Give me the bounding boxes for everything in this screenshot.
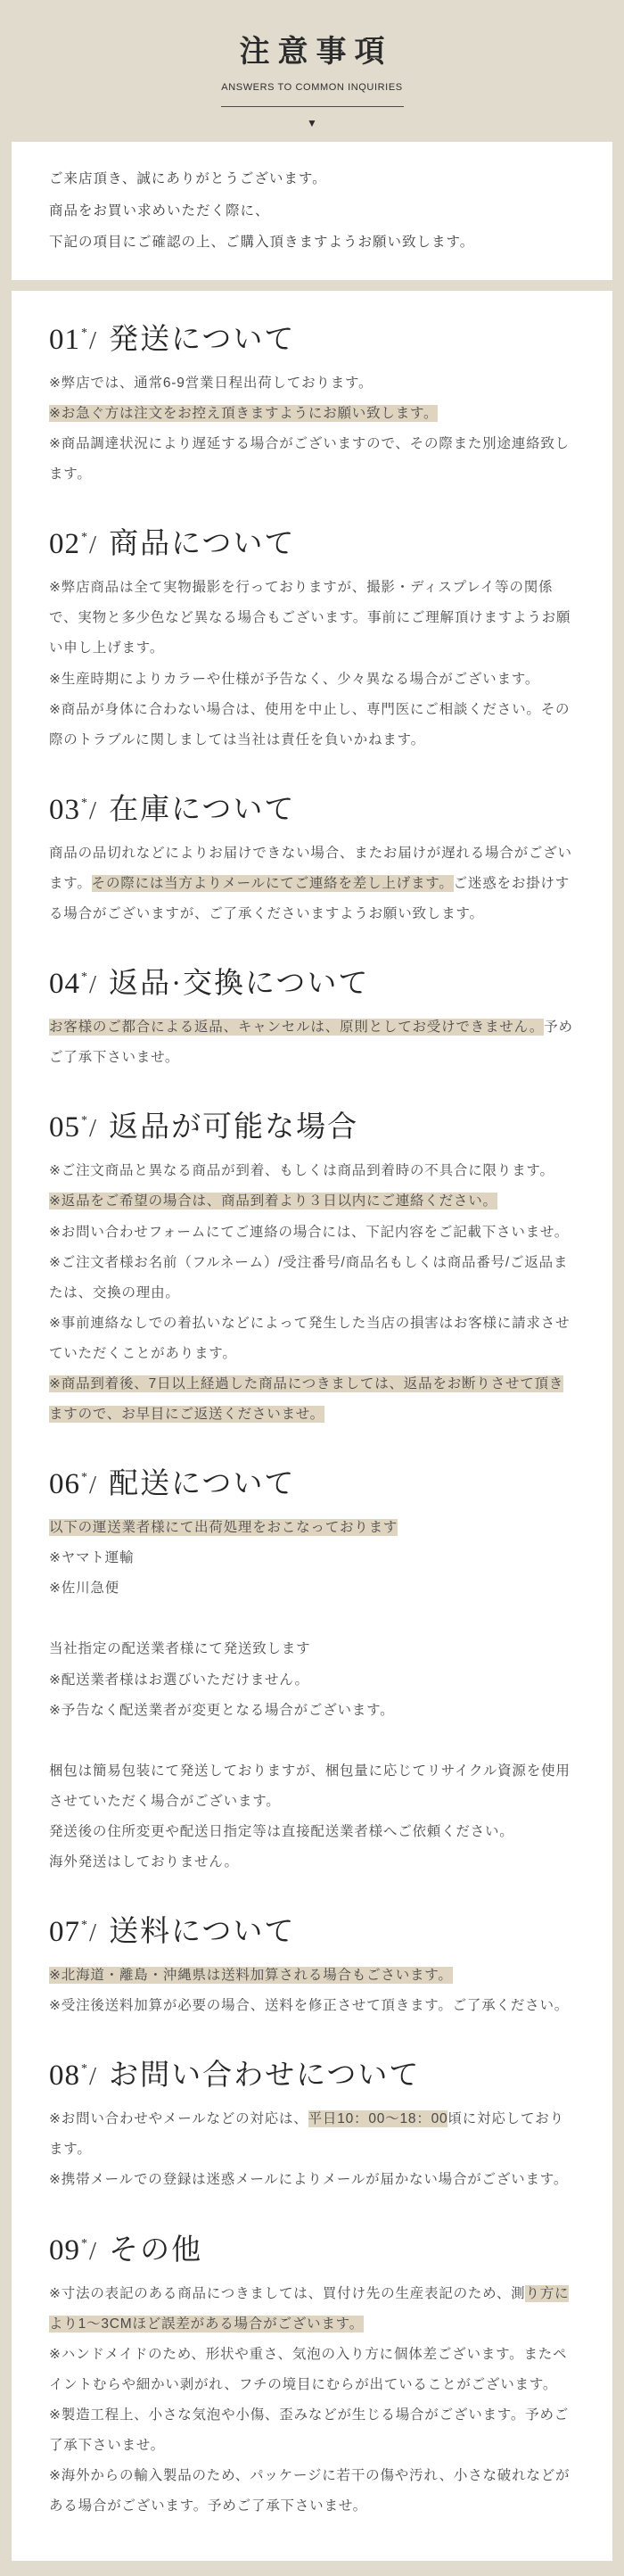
policy-paragraph (49, 368, 575, 399)
policy-paragraph (49, 1369, 575, 1430)
asterisk-mark: * (81, 326, 89, 340)
section-heading (49, 520, 575, 562)
policy-text: ※佐川急便 (49, 1581, 119, 1597)
highlighted-text: ※返品をご希望の場合は、商品到着より３日以内にご連絡ください。 (49, 1193, 497, 1210)
section-number: 01 (49, 323, 80, 356)
section-number: 03 (49, 793, 80, 826)
policy-section (49, 2226, 575, 2522)
section-heading (49, 316, 575, 358)
asterisk-mark: * (81, 1114, 89, 1128)
policy-text: 発送後の住所変更や配送日指定等は直接配送業者様へご依頼ください。 (49, 1823, 514, 1839)
slash-mark: / (89, 2062, 99, 2092)
section-heading (49, 1460, 575, 1502)
intro-line: ご来店頂き、誠にありがとうございます。 (49, 171, 327, 186)
policy-paragraph (49, 2104, 575, 2165)
policy-text: 予めご了承下さいませ。 (49, 1020, 573, 1066)
policy-section (49, 960, 575, 1073)
policy-text: ※事前連絡なしでの着払いなどによって発生した当店の損害はお客様に請求させていただくことがあります。 (49, 1315, 571, 1361)
policy-paragraph (49, 1991, 575, 2021)
policy-paragraph (49, 399, 575, 429)
policy-section (49, 2052, 575, 2195)
section-title: 発送について (109, 323, 296, 356)
policy-text: ※予告なく配送業者が変更となる場合がございます。 (49, 1702, 395, 1718)
section-number: 07 (49, 1916, 80, 1949)
section-title: 返品·交換について (109, 968, 370, 1001)
section-title: 在庫について (109, 793, 296, 826)
slash-mark: / (89, 1471, 99, 1500)
policy-paragraph (49, 573, 575, 664)
asterisk-mark: * (81, 2236, 89, 2250)
policy-paragraph (49, 1218, 575, 1248)
slash-mark: / (89, 796, 99, 825)
slash-mark: / (89, 2236, 99, 2266)
page-header (0, 0, 624, 128)
policy-paragraph (49, 1634, 575, 1664)
policy-section (49, 1103, 575, 1430)
policy-paragraph (49, 838, 575, 929)
page-title: 注意事項 (239, 35, 393, 69)
asterisk-mark: * (81, 1471, 89, 1485)
policy-paragraph (49, 1665, 575, 1696)
policy-section (49, 316, 575, 490)
policy-paragraph (49, 1696, 575, 1726)
policy-text: ※商品調達状況により遅延する場合がございますので、その際また別途連絡致します。 (49, 436, 570, 483)
section-title: 配送について (109, 1468, 296, 1501)
policy-paragraph (49, 2279, 575, 2340)
section-title: お問い合わせについて (109, 2060, 421, 2093)
policy-text: ※弊店では、通常6-9営業日程出荷しております。 (49, 375, 374, 391)
policy-paragraph (49, 1817, 575, 1847)
policy-text: ※受注後送料加算が必要の場合、送料を修正させて頂きます。ご了承ください。 (49, 1998, 570, 2014)
policy-text: ※携帯メールでの登録は迷惑メールによりメールが届かない場合がございます。 (49, 2172, 569, 2188)
policy-text: ※弊店商品は全て実物撮影を行っておりますが、撮影・ディスプレイ等の関係で、実物と多少色など異なる場合もございます。事前にご理解頂けますようお願い申し上げます。 (49, 580, 571, 656)
policy-text: ※ご注文者様お名前（フルネーム）/受注番号/商品名もしくは商品番号/ご返品または、交換の理由。 (49, 1254, 569, 1300)
policy-paragraph (49, 1573, 575, 1604)
policy-paragraph (49, 2340, 575, 2400)
asterisk-mark: * (81, 1919, 89, 1933)
section-number: 08 (49, 2060, 80, 2093)
section-number: 09 (49, 2233, 80, 2266)
highlighted-text: お客様のご都合による返品、キャンセルは、原則としてお受けできません。 (49, 1020, 545, 1036)
slash-mark: / (89, 531, 99, 560)
header-divider (221, 106, 404, 107)
policy-paragraph (49, 1543, 575, 1573)
highlighted-text: 以下の運送業者様にて出荷処理をおこなっております (49, 1520, 398, 1536)
policy-section (49, 1908, 575, 2021)
policy-text: ※お問い合わせフォームにてご連絡の場合には、下記内容をご記載下さいませ。 (49, 1224, 570, 1240)
slash-mark: / (89, 1919, 99, 1948)
policy-text: ※寸法の表記のある商品につきましては、買付け先の生産表記のため、測 (49, 2285, 526, 2301)
policy-text: 梱包は簡易包装にて発送しておりますが、梱包量に応じてリサイクル資源を使用させていただく場合がございます。 (49, 1763, 571, 1809)
policy-paragraph (49, 2461, 575, 2522)
policy-text: ※製造工程上、小さな気泡や小傷、歪みなどが生じる場合がございます。予めご了承下さいませ。 (49, 2407, 570, 2454)
section-heading (49, 1103, 575, 1145)
highlighted-text: 平日10：00～18：00 (308, 2111, 448, 2127)
highlighted-text: ※北海道・離島・沖縄県は送料加算される場合もごさいます。 (49, 1968, 453, 1984)
slash-mark: / (89, 326, 99, 355)
section-heading (49, 2226, 575, 2268)
section-heading (49, 960, 575, 1002)
section-title: 送料について (109, 1916, 296, 1949)
page-subtitle: ANSWERS TO COMMON INQUIRIES (221, 82, 403, 93)
policy-paragraph (49, 1186, 575, 1217)
intro-line: 商品をお買い求めいただく際に、 (49, 202, 270, 219)
section-heading (49, 786, 575, 828)
policy-paragraph (49, 1961, 575, 1991)
policy-section (49, 1460, 575, 1878)
down-triangle-icon: ▼ (307, 117, 317, 129)
policy-paragraph (49, 1847, 575, 1878)
highlighted-text: り方により1～3CMほど誤差がある場合がございます。 (49, 2285, 570, 2332)
policy-paragraph (49, 695, 575, 755)
policy-paragraph (49, 2165, 575, 2195)
policy-text: ※配送業者様はお選びいただけません。 (49, 1672, 309, 1688)
asterisk-mark: * (81, 531, 89, 545)
policy-text: ※生産時期によりカラーや仕様が予告なく、少々異なる場合がございます。 (49, 671, 540, 687)
policy-paragraph (49, 665, 575, 695)
policy-text: ※海外からの輸入製品のため、パッケージに若干の傷や汚れ、小さな破れなどがある場合がございます。予めご了承下さいませ。 (49, 2468, 571, 2514)
policy-text: ご迷惑をお掛けする場合がございますが、ご了承くださいますようお願い致します。 (49, 875, 571, 922)
bottom-spacer (0, 2561, 624, 2576)
policy-text: 当社指定の配送業者様にて発送致します (49, 1641, 311, 1657)
section-heading (49, 2052, 575, 2093)
asterisk-mark: * (81, 796, 89, 810)
intro-line: 下記の項目にご確認の上、ご購入頂きますようお願い致します。 (49, 235, 475, 251)
asterisk-mark: * (81, 2062, 89, 2076)
section-number: 05 (49, 1111, 80, 1144)
policy-paragraph (49, 1756, 575, 1817)
policy-text: 商品の品切れなどによりお届けできない場合、またお届けが遅れる場合がございます。 (49, 845, 572, 891)
intro-box (12, 142, 612, 280)
policy-text: 海外発送はしておりません。 (49, 1854, 239, 1870)
policy-text: ※ハンドメイドのため、形状や重さ、気泡の入り方に個体差ございます。またペイントむらや細かい剥がれ、フチの境目にむらが出ていることがございます。 (49, 2346, 568, 2392)
section-title: 商品について (109, 528, 296, 561)
policy-paragraph (49, 1012, 575, 1073)
slash-mark: / (89, 1114, 99, 1144)
policy-paragraph (49, 2400, 575, 2461)
policy-paragraph (49, 1248, 575, 1309)
highlighted-text: ※商品到着後、7日以上経過した商品につきましては、返品をお断りさせて頂きますので、お早目にご返送くださいませ。 (49, 1375, 564, 1423)
policy-section (49, 786, 575, 929)
section-title: その他 (109, 2233, 203, 2266)
policy-paragraph (49, 1309, 575, 1369)
asterisk-mark: * (81, 970, 89, 985)
section-title: 返品が可能な場合 (109, 1111, 359, 1144)
policy-text: ※お問い合わせやメールなどの対応は、 (49, 2111, 308, 2127)
policy-paragraph (49, 1513, 575, 1543)
section-number: 04 (49, 968, 80, 1001)
policy-sections-container (12, 291, 612, 2561)
section-heading (49, 1908, 575, 1950)
highlighted-text: その際には当方よりメールにてご連絡を差し上げます。 (91, 875, 454, 891)
policy-text: 頃に対応しております。 (49, 2111, 564, 2158)
policy-text: ※ヤマト運輸 (49, 1550, 135, 1566)
policy-paragraph (49, 429, 575, 490)
policy-section (49, 520, 575, 755)
section-number: 06 (49, 1468, 80, 1501)
slash-mark: / (89, 970, 99, 1000)
policy-paragraph (49, 1156, 575, 1186)
highlighted-text: ※お急ぐ方は注文をお控え頂きますようにお願い致します。 (49, 406, 439, 422)
policy-text: ※商品が身体に合わない場合は、使用を中止し、専門医にご相談ください。その際のトラブルに関しましては当社は責任を負いかねます。 (49, 701, 571, 747)
policy-text: ※ご注文商品と異なる商品が到着、もしくは商品到着時の不具合に限ります。 (49, 1163, 554, 1179)
section-number: 02 (49, 528, 80, 561)
